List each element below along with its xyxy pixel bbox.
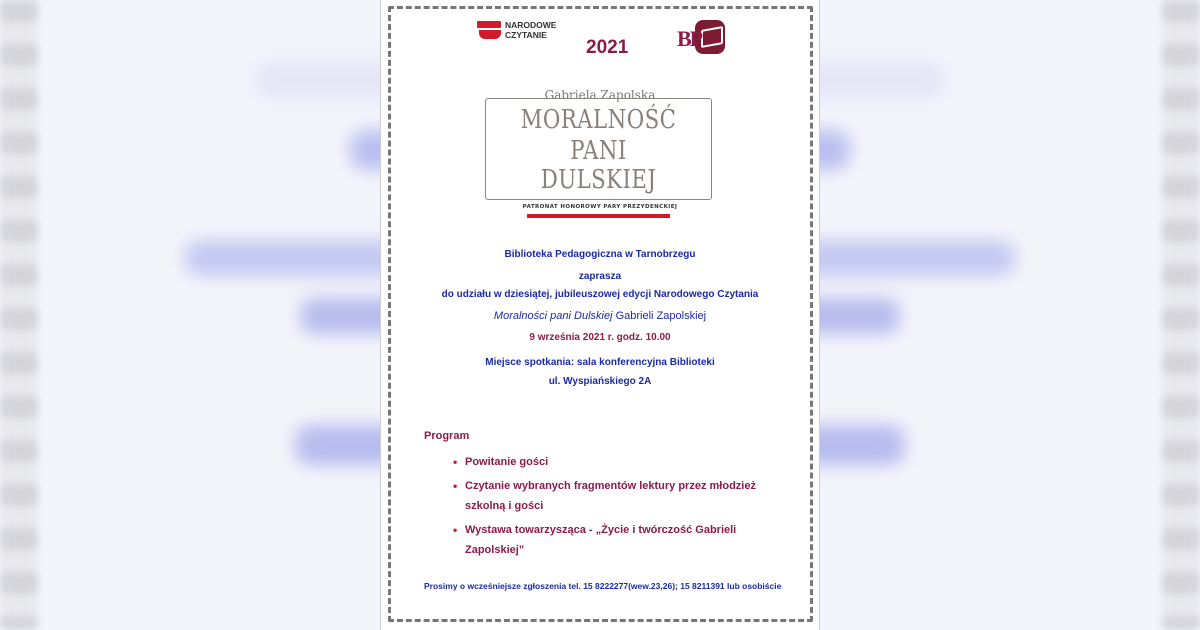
list-item: • Czytanie wybranych fragmentów lektury przez młodzież szkolną i gości xyxy=(453,476,773,516)
title-line: PANI xyxy=(570,136,627,166)
title-box xyxy=(485,98,712,200)
event-date: 9 września 2021 r. godz. 10.00 xyxy=(529,332,671,343)
logo-text-line: NARODOWE xyxy=(505,20,557,30)
logo-text-line: CZYTANIE xyxy=(505,30,547,40)
biblioteka-pedagogiczna-logo xyxy=(677,20,727,54)
book-reference xyxy=(381,310,819,322)
registration-note: Prosimy o wcześniejsze zgłoszenia tel. 15 8222277(wew.23,26); 15 8211391 lub osobiście xyxy=(424,581,782,591)
title-line: MORALNOŚĆ xyxy=(520,105,677,135)
background-edge-right xyxy=(1162,0,1200,630)
narodowe-czytanie-logo xyxy=(477,20,556,40)
background-edge-left xyxy=(0,0,38,630)
patronage-note: PATRONAT HONOROWY PARY PREZYDENCKIEJ xyxy=(522,204,678,210)
title-line: DULSKIEJ xyxy=(540,165,657,195)
book-author: Gabrieli Zapolskiej xyxy=(612,310,707,322)
author: Gabriela Zapolska xyxy=(544,88,656,102)
red-divider xyxy=(527,214,670,218)
year: 2021 xyxy=(586,37,629,58)
poster xyxy=(381,0,819,630)
list-item: • Wystawa towarzysząca - „Życie i twórczość Gabrieli Zapolskiej” xyxy=(453,520,773,560)
meeting-place: Miejsce spotkania: sala konferencyjna Biblioteki xyxy=(485,357,715,368)
participation-text: do udziału w dziesiątej, jubileuszowej edycji Narodowego Czytania xyxy=(441,289,759,300)
library-name: Biblioteka Pedagogiczna w Tarnobrzegu xyxy=(504,249,696,260)
invites-text: zaprasza xyxy=(578,271,622,282)
program-list xyxy=(453,452,773,564)
program-heading: Program xyxy=(424,430,470,442)
address: ul. Wyspiańskiego 2A xyxy=(548,376,652,387)
book-title: Moralności pani Dulskiej xyxy=(493,310,613,322)
logo-letters: BP xyxy=(677,26,702,51)
book-icon xyxy=(477,21,501,39)
list-item: • Powitanie gości xyxy=(453,452,773,472)
